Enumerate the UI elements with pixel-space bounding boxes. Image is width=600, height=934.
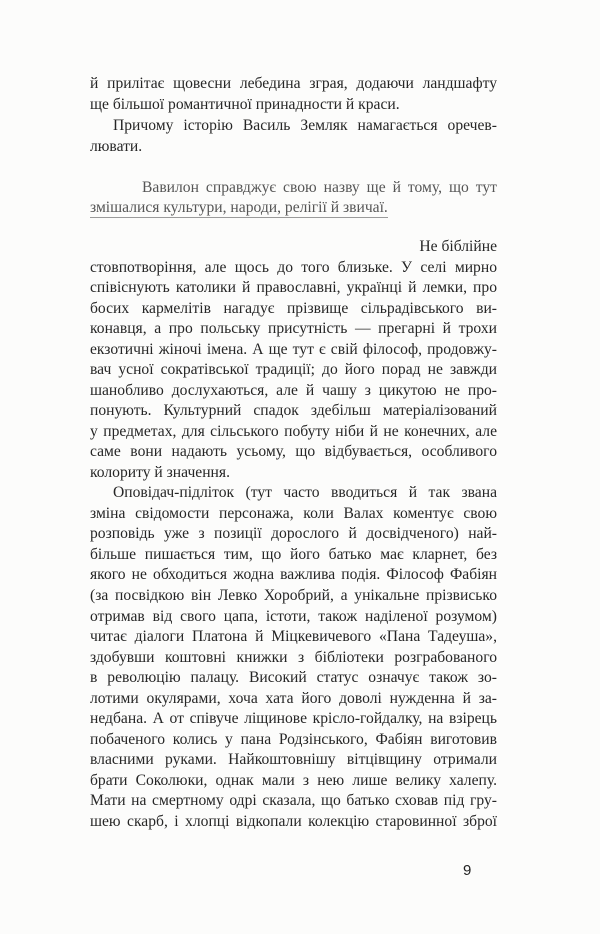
text-line: розповідь уже з позиції дорослого й досвідченого) най- <box>90 525 497 543</box>
text-line: Не біблійне <box>419 238 497 255</box>
pull-quote-text: змішалися культури, народи, релігії й звичаї. <box>90 199 388 217</box>
text-line: якого не обходиться жодна важлива подія. Філософ Фабіян <box>90 566 497 584</box>
text-line: отримав від свого цапа, істоти, також наділеної розумом) <box>90 607 497 625</box>
text-line: (за посвідкою він Левко Хоробрий, а унікальне прізвисько <box>90 587 497 604</box>
text-line: шанобливо дослухаються, але й чашу з цикутою не про- <box>90 381 497 399</box>
text-line: екзотичні жіночі імена. А ще тут є свій філософ, продовжу- <box>90 340 497 358</box>
text-line: вач усної сократівської традиції; до його порад не завжди <box>90 361 497 379</box>
text-line: у предметах, для сільського побуту ніби й не конечних, але <box>90 422 497 440</box>
pull-quote-line <box>90 198 497 218</box>
pull-quote-text: Вавилон справджує свою назву ще й тому, що тут <box>142 178 497 198</box>
text-line: побаченого колись у пана Родзінського, Фабіян виготовив <box>90 730 497 748</box>
text-line: здобувши коштовні книжки з бібліотеки розграбованого <box>90 648 497 666</box>
text-line: босих кармелітів нагадує прізвище сільрадівського ви- <box>90 299 497 317</box>
pull-quote-line <box>142 178 497 198</box>
page-number: 9 <box>463 862 472 879</box>
text-line: лювати. <box>90 137 143 155</box>
text-line: в революцію палацу. Високий статус означує також зо- <box>90 669 497 687</box>
text-line: власними руками. Найкоштовнішу вітцівщину отримали <box>90 751 497 769</box>
text-line: ще більшої романтичної принадности й краси. <box>90 95 400 113</box>
text-line: колориту й значення. <box>90 463 230 481</box>
text-line: брати Соколюки, однак мали з нею лише велику халепу. <box>90 771 497 789</box>
text-line: понують. Культурний спадок здебільш матеріалізований <box>90 402 497 420</box>
text-line: Мати на смертному одрі сказала, що батько сховав під гру- <box>90 792 497 810</box>
text-line: лотими окулярами, хоча хата його доволі нужденна й за- <box>90 689 497 707</box>
text-line: читає діалоги Платона й Міцкевичевого «Пана Тадеуша», <box>90 628 497 646</box>
text-line: шею скарб, і хлопці відкопали колекцію старовинної зброї <box>90 812 497 830</box>
text-line: стовпотворіння, але щось до того близьке. У селі мирно <box>90 258 497 276</box>
text-line: Оповідач-підліток (тут часто вводиться й так звана <box>113 484 497 502</box>
text-line: й прилітає щовесни лебедина зграя, додаючи ландшафту <box>90 75 497 92</box>
text-line: недбана. А от співуче ліщинове крісло-гойдалку, на взірець <box>90 710 497 728</box>
text-line: саме вони надають усьому, що відбувається, особливого <box>90 443 497 461</box>
text-line: конавця, а про польську присутність — прегарні й трохи <box>90 320 497 338</box>
text-line: Причому історію Василь Земляк намагається оречев- <box>113 117 497 134</box>
text-line: зміна свідомости персонажа, коли Валах коментує свою <box>90 504 497 522</box>
text-line: більше пишається тим, що його батько має кларнет, без <box>90 545 497 563</box>
text-line: співіснують католики й православні, українці й лемки, про <box>90 279 497 297</box>
